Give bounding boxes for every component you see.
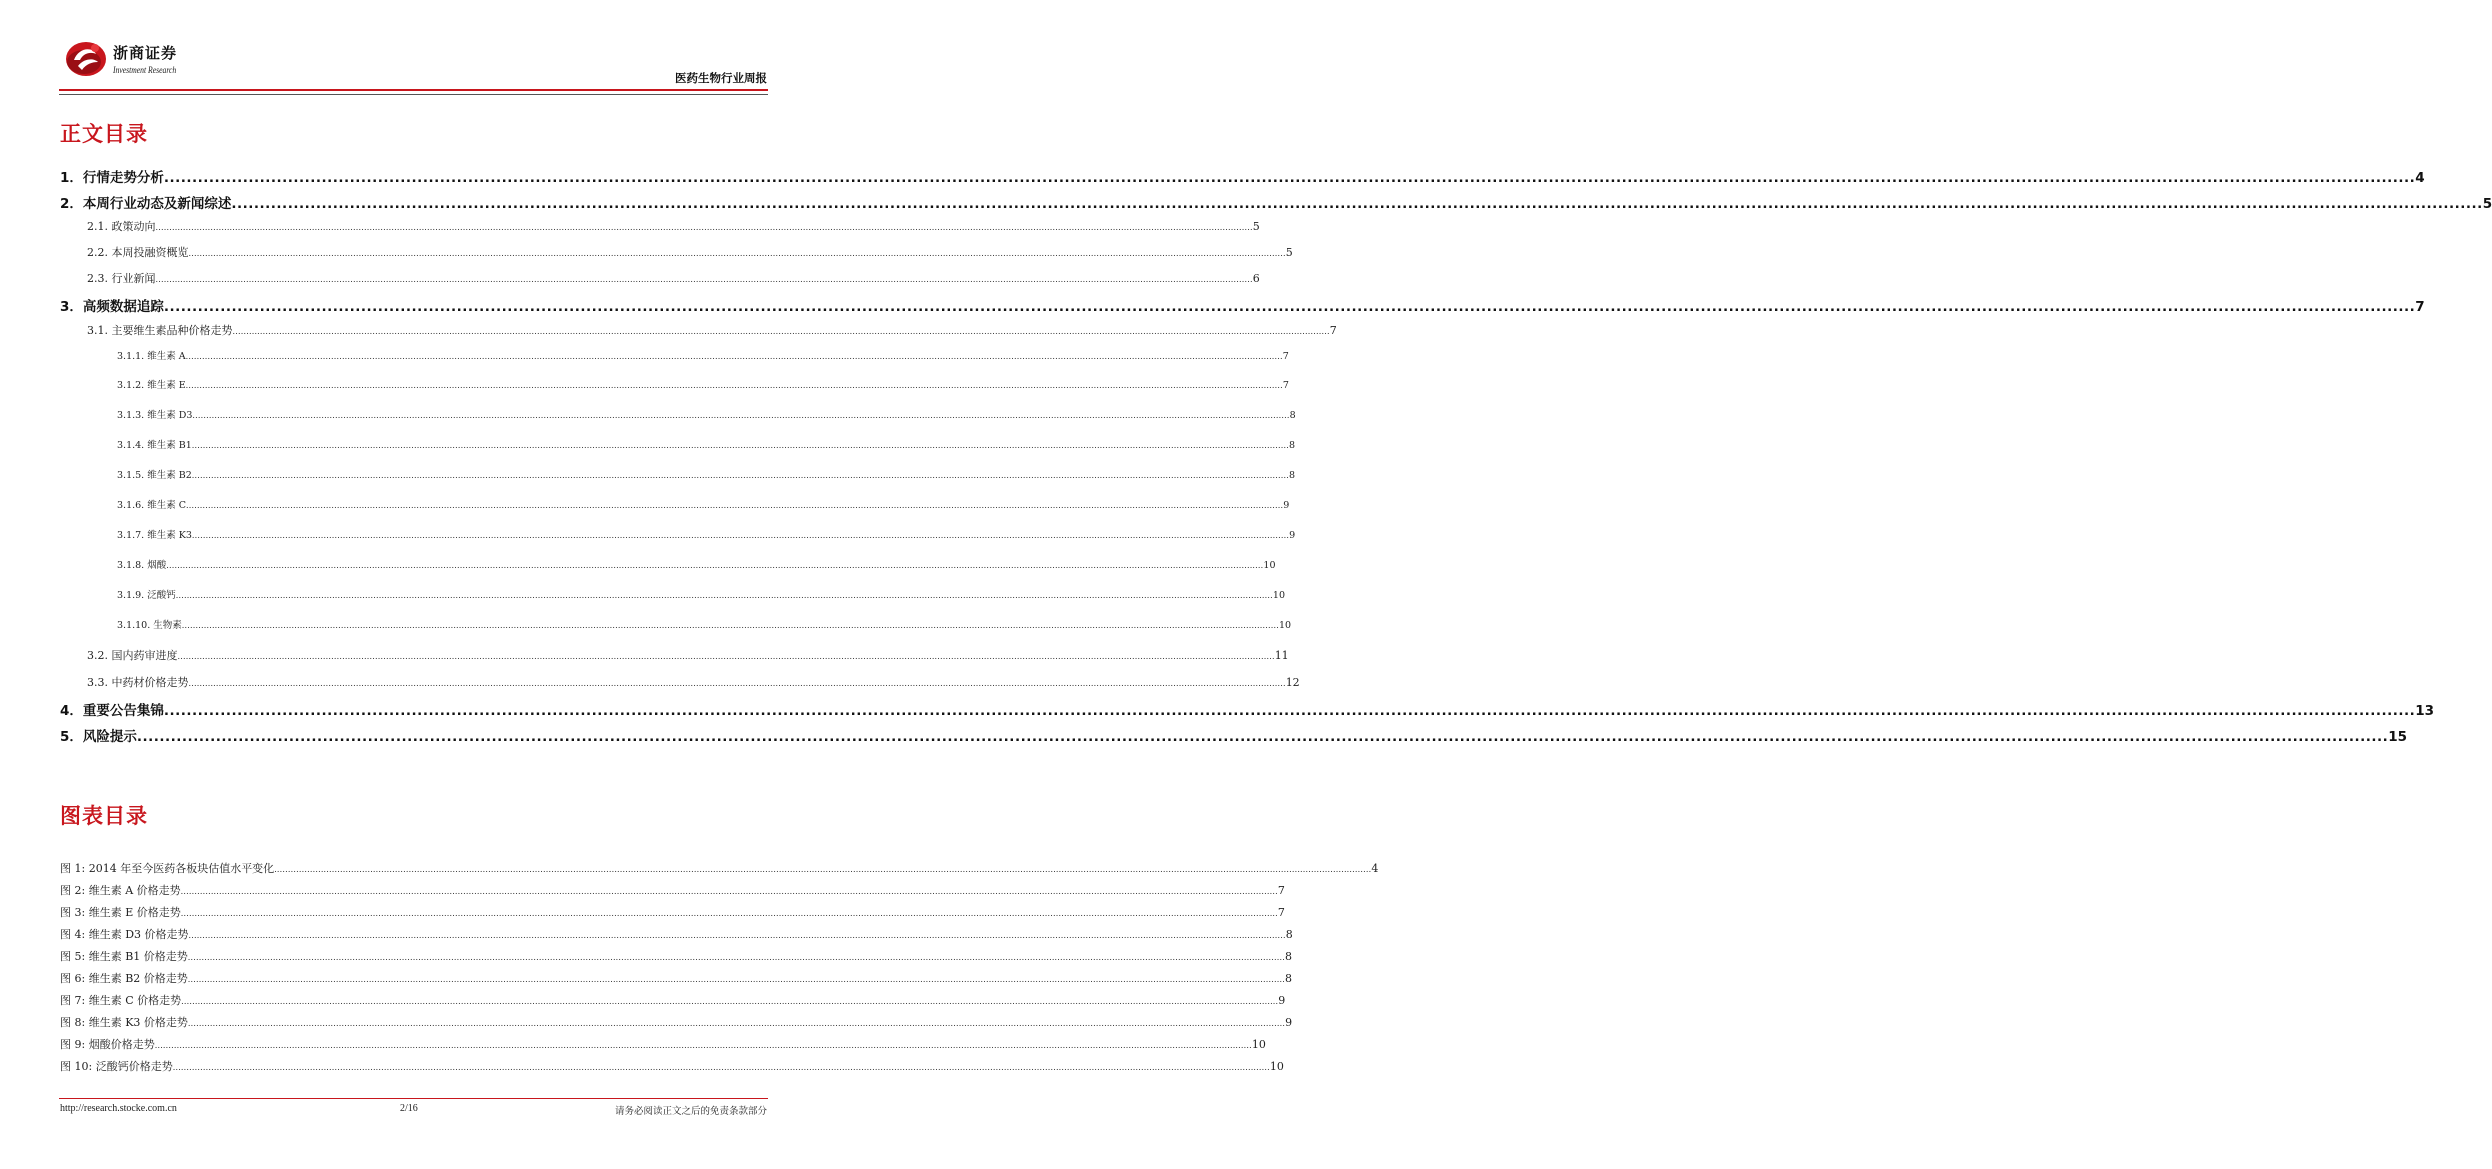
dot-leader: ................................................................................................................................................................................................................................................................................................................................................................................................................ bbox=[163, 170, 2416, 186]
toc-entry-label: 3.3. 中药材价格走势 bbox=[87, 676, 189, 689]
figure-entry[interactable] bbox=[60, 992, 1286, 1008]
figure-entry[interactable] bbox=[60, 1036, 1266, 1052]
toc-entry[interactable] bbox=[60, 725, 2408, 745]
dot-leader: ................................................................................................................................................................................................................................................................................................................................................................................................................ bbox=[188, 679, 1286, 688]
figure-list-title: 图表目录 bbox=[60, 804, 148, 828]
figure-entry-label: 图 3: 维生素 E 价格走势 bbox=[60, 906, 181, 919]
toc-entry-label: 3.1.5. 维生素 B2 bbox=[117, 470, 192, 481]
toc-entry-label: 3.1.10. 生物素 bbox=[117, 620, 182, 631]
toc-entry[interactable] bbox=[87, 647, 1289, 663]
figure-entry-label: 图 8: 维生素 K3 价格走势 bbox=[60, 1016, 188, 1029]
toc-entry-page-number: 5 bbox=[1285, 246, 1293, 259]
dot-leader: ................................................................................................................................................................................................................................................................................................................................................................................................................ bbox=[155, 275, 1253, 284]
toc-entry[interactable] bbox=[87, 322, 1337, 338]
figure-entry[interactable] bbox=[60, 1014, 1293, 1030]
toc-entry-page-number: 11 bbox=[1274, 649, 1289, 662]
dot-leader: ................................................................................................................................................................................................................................................................................................................................................................................................................ bbox=[191, 441, 1289, 450]
toc-entry[interactable] bbox=[117, 497, 1290, 511]
toc-entry-label: 2.2. 本周投融资概览 bbox=[87, 246, 189, 259]
dot-leader: ................................................................................................................................................................................................................................................................................................................................................................................................................ bbox=[155, 223, 1253, 232]
toc-entry[interactable] bbox=[87, 244, 1293, 260]
toc-entry[interactable] bbox=[117, 617, 1292, 631]
figure-entry-page-number: 8 bbox=[1284, 972, 1292, 985]
toc-entry[interactable] bbox=[60, 295, 2425, 315]
toc-title: 正文目录 bbox=[60, 122, 148, 146]
figure-entry-page-number: 8 bbox=[1285, 928, 1293, 941]
toc-entry[interactable] bbox=[117, 587, 1285, 601]
brand-name-english: Investment Research bbox=[113, 65, 177, 75]
footer-disclaimer: 请务必阅读正文之后的免责条款部分 bbox=[614, 1106, 767, 1117]
dot-leader: ................................................................................................................................................................................................................................................................................................................................................................................................................ bbox=[180, 887, 1278, 896]
toc-entry[interactable] bbox=[60, 166, 2425, 186]
figure-entry-label: 图 6: 维生素 B2 价格走势 bbox=[60, 972, 188, 985]
toc-entry-page-number: 7 bbox=[1329, 324, 1337, 337]
toc-entry-page-number: 10 bbox=[1263, 560, 1276, 571]
toc-entry-page-number: 5 bbox=[1252, 220, 1260, 233]
toc-entry-label: 2.3. 行业新闻 bbox=[87, 272, 156, 285]
toc-entry[interactable] bbox=[87, 270, 1260, 286]
toc-entry-label: 3.1.6. 维生素 C bbox=[117, 500, 187, 511]
figure-entry[interactable] bbox=[60, 1058, 1284, 1074]
footer-divider bbox=[59, 1098, 768, 1099]
figure-entry-page-number: 9 bbox=[1278, 994, 1286, 1007]
dot-leader: ................................................................................................................................................................................................................................................................................................................................................................................................................ bbox=[186, 501, 1284, 510]
footer-url-link[interactable]: http://research.stocke.com.cn bbox=[60, 1103, 177, 1114]
toc-entry-label: 3.2. 国内药审进度 bbox=[87, 649, 178, 662]
figure-entry-page-number: 10 bbox=[1251, 1038, 1266, 1051]
figure-entry-page-number: 7 bbox=[1277, 884, 1285, 897]
dot-leader: ................................................................................................................................................................................................................................................................................................................................................................................................................ bbox=[187, 1019, 1286, 1028]
toc-entry-page-number: 7 bbox=[1282, 380, 1289, 391]
toc-entry-page-number: 9 bbox=[1289, 530, 1296, 541]
dot-leader: ................................................................................................................................................................................................................................................................................................................................................................................................................ bbox=[191, 471, 1289, 480]
dot-leader: ................................................................................................................................................................................................................................................................................................................................................................................................................ bbox=[232, 327, 1330, 336]
dot-leader: ................................................................................................................................................................................................................................................................................................................................................................................................................ bbox=[188, 931, 1286, 940]
footer-page-number: 2/16 bbox=[400, 1103, 418, 1114]
figure-entry-label: 图 10: 泛酸钙价格走势 bbox=[60, 1060, 173, 1073]
toc-entry-label: 3.1.3. 维生素 D3 bbox=[117, 410, 193, 421]
toc-entry-label: 3.1. 主要维生素品种价格走势 bbox=[87, 324, 233, 337]
header-divider-red bbox=[59, 89, 768, 91]
toc-entry[interactable] bbox=[87, 218, 1260, 234]
toc-entry[interactable] bbox=[117, 527, 1296, 541]
toc-entry[interactable] bbox=[60, 192, 2492, 212]
figure-entry[interactable] bbox=[60, 970, 1292, 986]
brand-name-chinese: 浙商证券 bbox=[113, 44, 178, 62]
toc-entry-page-number: 9 bbox=[1283, 500, 1290, 511]
figure-entry-label: 图 4: 维生素 D3 价格走势 bbox=[60, 928, 189, 941]
dot-leader: ................................................................................................................................................................................................................................................................................................................................................................................................................ bbox=[187, 975, 1285, 984]
dot-leader: ................................................................................................................................................................................................................................................................................................................................................................................................................ bbox=[181, 997, 1279, 1006]
dot-leader: ................................................................................................................................................................................................................................................................................................................................................................................................................ bbox=[163, 299, 2416, 315]
dot-leader: ................................................................................................................................................................................................................................................................................................................................................................................................................ bbox=[163, 703, 2416, 719]
toc-entry-page-number: 4 bbox=[2415, 170, 2425, 186]
figure-entry[interactable] bbox=[60, 904, 1285, 920]
dot-leader: ................................................................................................................................................................................................................................................................................................................................................................................................................ bbox=[166, 561, 1264, 570]
dot-leader: ................................................................................................................................................................................................................................................................................................................................................................................................................ bbox=[185, 381, 1283, 390]
toc-entry-page-number: 8 bbox=[1288, 440, 1295, 451]
toc-entry-page-number: 13 bbox=[2415, 703, 2435, 719]
figure-entry[interactable] bbox=[60, 882, 1285, 898]
figure-entry-page-number: 4 bbox=[1371, 862, 1379, 875]
report-type-label: 医药生物行业周报 bbox=[675, 71, 767, 85]
toc-entry-page-number: 10 bbox=[1278, 620, 1292, 631]
figure-entry-label: 图 1: 2014 年至今医药各板块估值水平变化 bbox=[60, 862, 275, 875]
company-logo bbox=[64, 38, 108, 78]
figure-entry-page-number: 7 bbox=[1277, 906, 1285, 919]
toc-entry[interactable] bbox=[117, 557, 1276, 571]
dot-leader: ................................................................................................................................................................................................................................................................................................................................................................................................................ bbox=[177, 652, 1275, 661]
toc-entry-label: 3.1.7. 维生素 K3 bbox=[117, 530, 192, 541]
dot-leader: ................................................................................................................................................................................................................................................................................................................................................................................................................ bbox=[154, 1041, 1252, 1050]
figure-entry-page-number: 10 bbox=[1269, 1060, 1284, 1073]
toc-entry[interactable] bbox=[117, 407, 1296, 421]
toc-entry[interactable] bbox=[60, 699, 2435, 719]
toc-entry[interactable] bbox=[117, 348, 1289, 362]
toc-entry-label: 1．行情走势分析 bbox=[60, 170, 164, 186]
toc-entry-page-number: 6 bbox=[1252, 272, 1260, 285]
toc-entry-page-number: 12 bbox=[1285, 676, 1300, 689]
dot-leader: ................................................................................................................................................................................................................................................................................................................................................................................................................ bbox=[172, 1063, 1270, 1072]
figure-entry[interactable] bbox=[60, 860, 1379, 876]
dot-leader: ................................................................................................................................................................................................................................................................................................................................................................................................................ bbox=[185, 352, 1283, 361]
figure-entry-label: 图 5: 维生素 B1 价格走势 bbox=[60, 950, 188, 963]
toc-entry-label: 2．本周行业动态及新闻综述 bbox=[60, 196, 232, 212]
toc-entry-page-number: 10 bbox=[1272, 590, 1285, 601]
toc-entry-page-number: 7 bbox=[1282, 351, 1289, 362]
dot-leader: ................................................................................................................................................................................................................................................................................................................................................................................................................ bbox=[187, 953, 1285, 962]
toc-entry-label: 2.1. 政策动向 bbox=[87, 220, 156, 233]
figure-entry[interactable] bbox=[60, 948, 1292, 964]
toc-entry-label: 3.1.1. 维生素 A bbox=[117, 351, 186, 362]
toc-entry-label: 3.1.4. 维生素 B1 bbox=[117, 440, 192, 451]
toc-entry-page-number: 5 bbox=[2482, 196, 2492, 212]
toc-entry-page-number: 8 bbox=[1289, 410, 1296, 421]
toc-entry-label: 3.1.8. 烟酸 bbox=[117, 560, 167, 571]
dot-leader: ................................................................................................................................................................................................................................................................................................................................................................................................................ bbox=[274, 865, 1372, 874]
toc-entry-page-number: 7 bbox=[2415, 299, 2425, 315]
dot-leader: ................................................................................................................................................................................................................................................................................................................................................................................................................ bbox=[136, 729, 2389, 745]
figure-entry-page-number: 9 bbox=[1285, 1016, 1293, 1029]
toc-entry-page-number: 15 bbox=[2388, 729, 2408, 745]
toc-entry[interactable] bbox=[87, 674, 1300, 690]
toc-entry[interactable] bbox=[117, 437, 1295, 451]
dot-leader: ................................................................................................................................................................................................................................................................................................................................................................................................................ bbox=[231, 196, 2483, 212]
header-divider-gray bbox=[59, 94, 768, 95]
dot-leader: ................................................................................................................................................................................................................................................................................................................................................................................................................ bbox=[191, 531, 1290, 540]
toc-entry[interactable] bbox=[117, 467, 1295, 481]
figure-entry-label: 图 9: 烟酸价格走势 bbox=[60, 1038, 155, 1051]
dot-leader: ................................................................................................................................................................................................................................................................................................................................................................................................................ bbox=[180, 909, 1278, 918]
figure-entry-label: 图 7: 维生素 C 价格走势 bbox=[60, 994, 182, 1007]
toc-entry-label: 3.1.9. 泛酸钙 bbox=[117, 590, 176, 601]
toc-entry[interactable] bbox=[117, 377, 1289, 391]
dot-leader: ................................................................................................................................................................................................................................................................................................................................................................................................................ bbox=[181, 621, 1279, 630]
dot-leader: ................................................................................................................................................................................................................................................................................................................................................................................................................ bbox=[175, 591, 1273, 600]
toc-entry-label: 3.1.2. 维生素 E bbox=[117, 380, 186, 391]
dot-leader: ................................................................................................................................................................................................................................................................................................................................................................................................................ bbox=[188, 249, 1286, 258]
dot-leader: ................................................................................................................................................................................................................................................................................................................................................................................................................ bbox=[192, 411, 1290, 420]
toc-entry-page-number: 8 bbox=[1288, 470, 1295, 481]
figure-entry[interactable] bbox=[60, 926, 1293, 942]
toc-entry-label: 4．重要公告集锦 bbox=[60, 703, 164, 719]
toc-entry-label: 5．风险提示 bbox=[60, 729, 137, 745]
figure-entry-label: 图 2: 维生素 A 价格走势 bbox=[60, 884, 181, 897]
toc-entry-label: 3．高频数据追踪 bbox=[60, 299, 164, 315]
figure-entry-page-number: 8 bbox=[1284, 950, 1292, 963]
